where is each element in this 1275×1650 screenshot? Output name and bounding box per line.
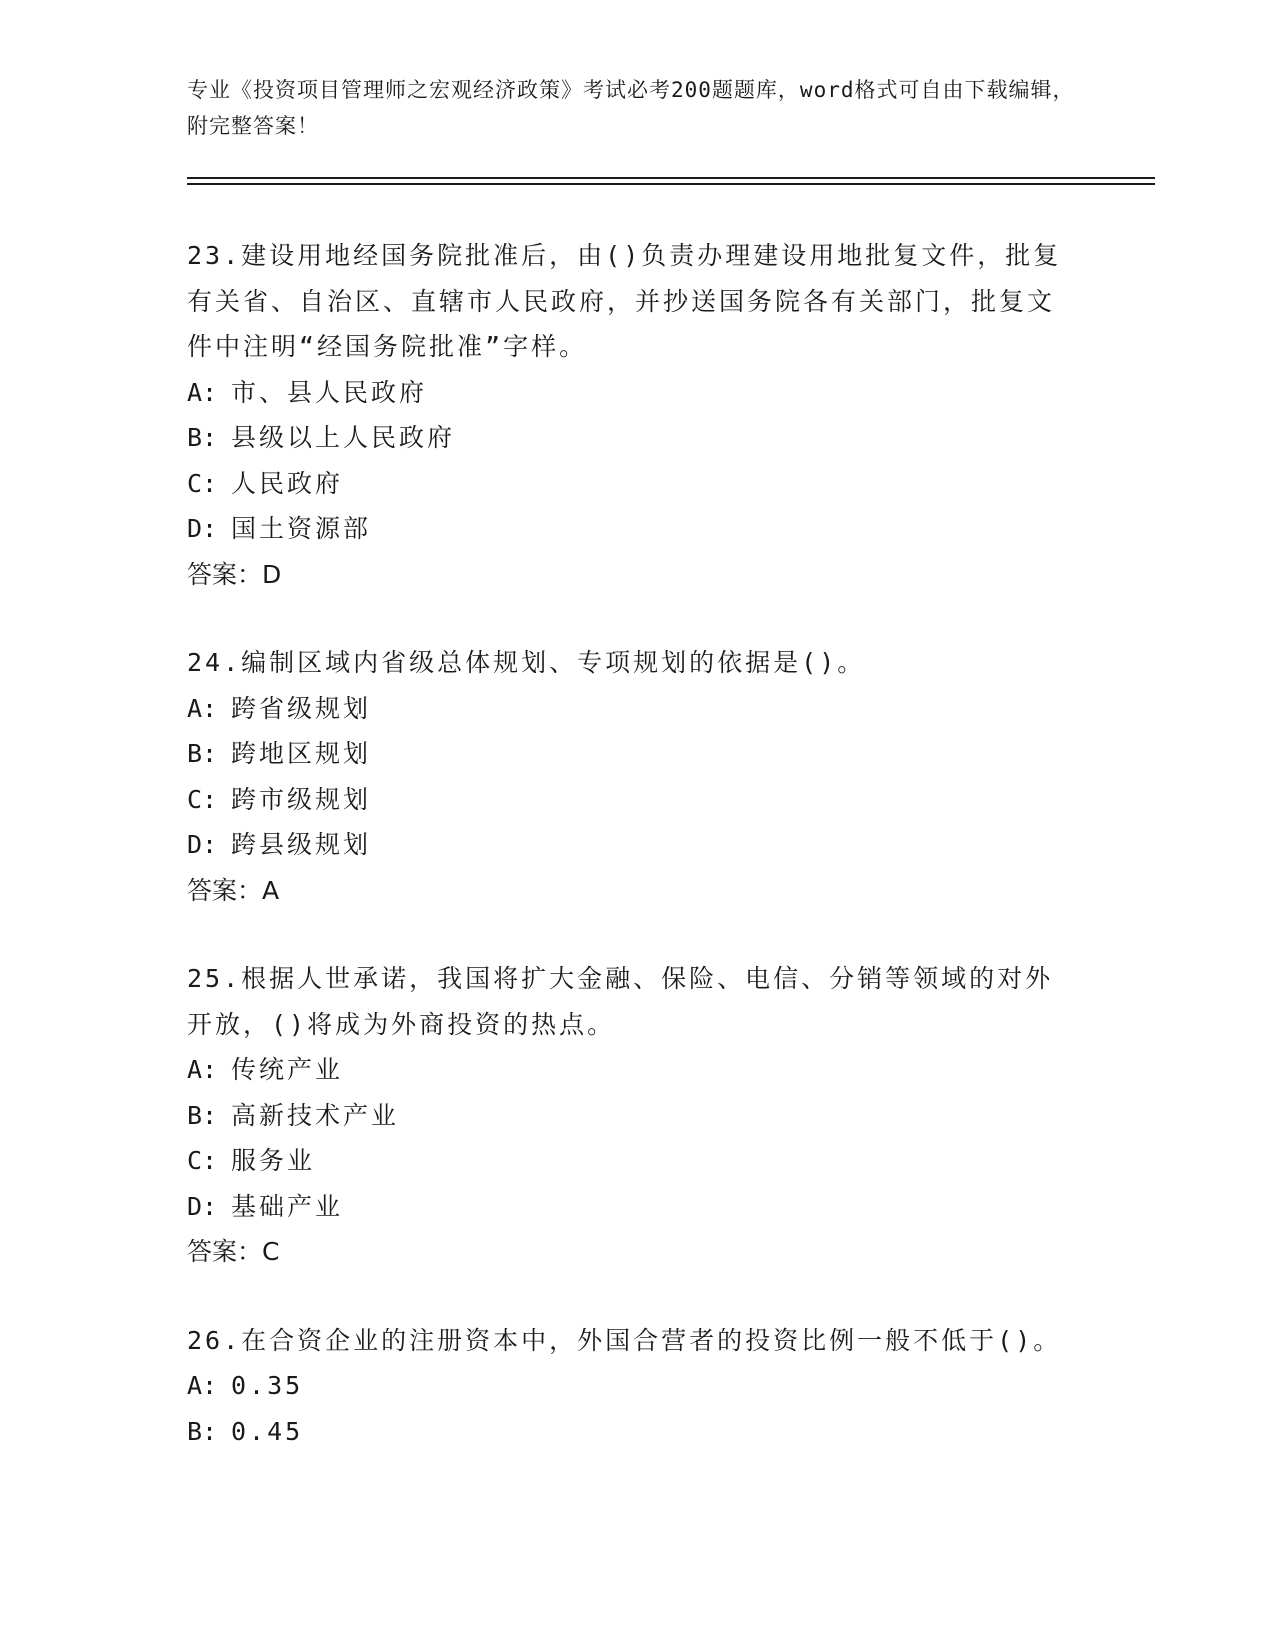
option-c bbox=[187, 777, 1087, 823]
option-b bbox=[187, 1093, 1087, 1139]
question-24 bbox=[187, 640, 1087, 913]
option-letter: A: bbox=[187, 1371, 218, 1400]
option-a bbox=[187, 370, 1087, 416]
question-text: 25.根据人世承诺，我国将扩大金融、保险、电信、分销等领域的对外开放，()将成为外商投资的热点。 bbox=[187, 964, 1054, 1039]
question-text: 24.编制区域内省级总体规划、专项规划的依据是()。 bbox=[187, 648, 866, 677]
option-d bbox=[187, 822, 1087, 868]
question-25 bbox=[187, 956, 1087, 1275]
option-letter: C: bbox=[187, 784, 218, 814]
option-letter: D: bbox=[187, 830, 218, 859]
option-text: 县级以上人民政府 bbox=[231, 423, 456, 452]
option-letter: B: bbox=[187, 1100, 218, 1130]
option-text: 0.35 bbox=[231, 1371, 304, 1400]
option-letter: B: bbox=[187, 739, 218, 768]
option-text: 0.45 bbox=[231, 1416, 304, 1446]
answer-label: 答案：A bbox=[187, 875, 280, 905]
option-b bbox=[187, 415, 1087, 461]
option-text: 跨省级规划 bbox=[231, 693, 372, 723]
question-text: 23.建设用地经国务院批准后，由()负责办理建设用地批复文件，批复有关省、自治区、直辖市人民政府，并抄送国务院各有关部门，批复文件中注明“经国务院批准”字样。 bbox=[187, 241, 1062, 361]
option-a bbox=[187, 1363, 1087, 1409]
question-26 bbox=[187, 1318, 1087, 1455]
option-c bbox=[187, 461, 1087, 507]
document-header: 专业《投资项目管理师之宏观经济政策》考试必考200题题库，word格式可自由下载编辑，附完整答案！ bbox=[187, 78, 1075, 138]
answer-label: 答案：C bbox=[187, 1237, 280, 1266]
option-text: 市、县人民政府 bbox=[231, 377, 428, 407]
option-a bbox=[187, 1047, 1087, 1093]
option-letter: A: bbox=[187, 693, 218, 723]
option-d bbox=[187, 506, 1087, 552]
option-text: 跨县级规划 bbox=[231, 830, 372, 859]
option-text: 跨市级规划 bbox=[231, 784, 372, 814]
option-letter: C: bbox=[187, 1146, 218, 1175]
option-b bbox=[187, 731, 1087, 777]
option-letter: D: bbox=[187, 1191, 218, 1221]
option-c bbox=[187, 1138, 1087, 1184]
option-text: 人民政府 bbox=[231, 468, 344, 498]
option-letter: A: bbox=[187, 1055, 218, 1084]
option-text: 高新技术产业 bbox=[231, 1100, 400, 1130]
option-text: 跨地区规划 bbox=[231, 739, 372, 768]
header-divider-top bbox=[187, 177, 1155, 179]
header-divider-bottom bbox=[187, 183, 1155, 185]
option-text: 基础产业 bbox=[231, 1191, 344, 1221]
option-text: 国土资源部 bbox=[231, 514, 372, 543]
option-letter: A: bbox=[187, 377, 218, 407]
option-letter: B: bbox=[187, 1416, 218, 1446]
option-text: 服务业 bbox=[231, 1146, 316, 1175]
answer-label: 答案：D bbox=[187, 559, 282, 589]
option-letter: C: bbox=[187, 468, 218, 498]
option-text: 传统产业 bbox=[231, 1055, 344, 1084]
option-d bbox=[187, 1184, 1087, 1230]
option-letter: D: bbox=[187, 514, 218, 543]
option-b bbox=[187, 1409, 1087, 1455]
question-23 bbox=[187, 233, 1087, 597]
option-a bbox=[187, 686, 1087, 732]
question-text: 26.在合资企业的注册资本中，外国合营者的投资比例一般不低于()。 bbox=[187, 1325, 1062, 1355]
question-list bbox=[187, 233, 1087, 1497]
option-letter: B: bbox=[187, 423, 218, 452]
